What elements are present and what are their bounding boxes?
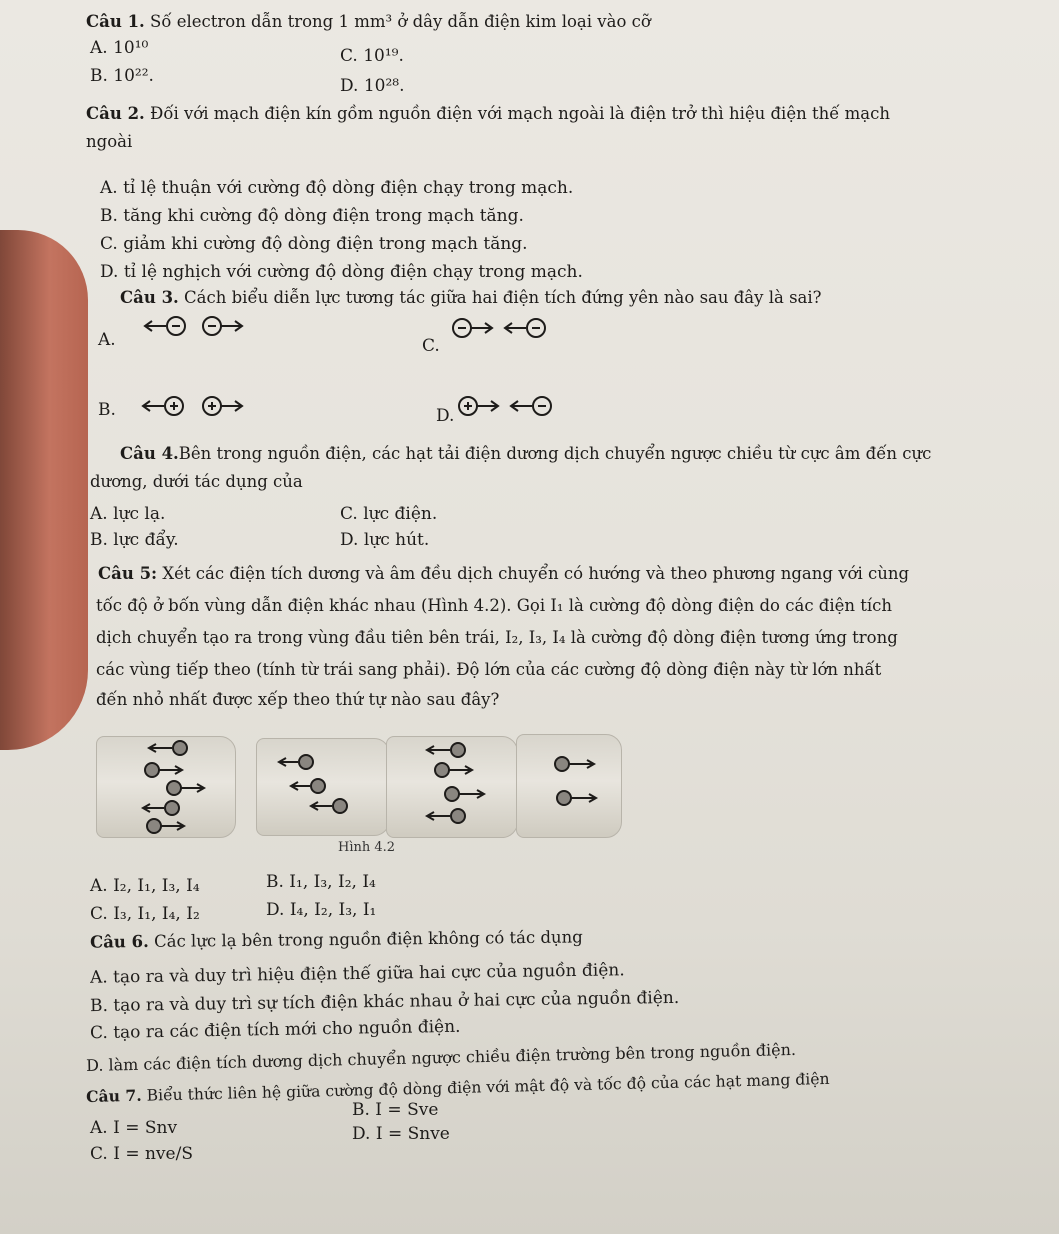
q3-option-d: D. [436, 406, 455, 426]
question-5-line-2: tốc độ ở bốn vùng dẫn điện khác nhau (Hình 4.2). Gọi I₁ là cường độ dòng điện do các điện tích [96, 596, 893, 615]
figure-caption: Hình 4.2 [338, 840, 396, 855]
q3-diagram-b [140, 392, 280, 422]
question-3: Câu 3. Cách biểu diễn lực tương tác giữa hai điện tích đứng yên nào sau đây là sai? [120, 288, 822, 307]
q2-option-c: C. giảm khi cường độ dòng điện trong mạch tăng. [100, 234, 528, 254]
q1-option-b: B. 10²². [90, 66, 154, 86]
question-4: Câu 4.Bên trong nguồn điện, các hạt tải điện dương dịch chuyển ngược chiều từ cực âm đến cực [120, 444, 932, 463]
q5-option-b: B. I₁, I₃, I₂, I₄ [266, 872, 376, 892]
q6-option-c: C. tạo ra các điện tích mới cho nguồn điện. [89, 1016, 461, 1044]
finger-overlay [0, 230, 88, 750]
q7-option-b: B. I = Sve [352, 1100, 439, 1120]
q3-option-b: B. [98, 400, 116, 420]
q3-diagram-d [456, 392, 596, 422]
question-6: Câu 6. Các lực lạ bên trong nguồn điện không có tác dụng [89, 927, 583, 952]
q3-diagram-c [448, 314, 588, 344]
q4-option-c: C. lực điện. [340, 504, 438, 524]
q7-option-a: A. I = Snv [90, 1118, 178, 1138]
q1-option-c: C. 10¹⁹. [340, 46, 404, 66]
question-1: Câu 1. Số electron dẫn trong 1 mm³ ở dây dẫn điện kim loại vào cỡ [86, 12, 651, 31]
q6-option-b: B. tạo ra và duy trì sự tích điện khác nhau ở hai cực của nguồn điện. [89, 987, 680, 1017]
q3-diagram-a [132, 312, 272, 342]
q4-option-a: A. lực lạ. [90, 504, 166, 524]
q2-option-a: A. tỉ lệ thuận với cường độ dòng điện chạy trong mạch. [100, 178, 574, 198]
question-2: Câu 2. Đối với mạch điện kín gồm nguồn điện với mạch ngoài là điện trở thì hiệu điện thế mạch [86, 104, 890, 123]
q1-option-d: D. 10²⁸. [340, 76, 405, 96]
question-4-cont: dương, dưới tác dụng của [90, 472, 303, 491]
question-5-line-4: các vùng tiếp theo (tính từ trái sang phải). Độ lớn của các cường độ dòng điện này từ lớn nhất [96, 660, 882, 679]
q2-option-d: D. tỉ lệ nghịch với cường độ dòng điện chạy trong mạch. [100, 262, 583, 282]
q6-option-a: A. tạo ra và duy trì hiệu điện thế giữa hai cực của nguồn điện. [89, 960, 625, 988]
q2-option-b: B. tăng khi cường độ dòng điện trong mạch tăng. [100, 206, 524, 226]
q5-option-d: D. I₄, I₂, I₃, I₁ [266, 900, 377, 920]
q7-option-d: D. I = Snve [352, 1124, 450, 1144]
q4-option-b: B. lực đẩy. [90, 530, 179, 550]
question-5-line-5: đến nhỏ nhất được xếp theo thứ tự nào sau đây? [96, 690, 500, 709]
figure-charges [96, 736, 626, 840]
question-5: Câu 5: Xét các điện tích dương và âm đều dịch chuyển có hướng và theo phương ngang với cùng [98, 564, 910, 583]
question-2-cont: ngoài [86, 132, 133, 151]
question-5-line-3: dịch chuyển tạo ra trong vùng đầu tiên bên trái, I₂, I₃, I₄ là cường độ dòng điện tương ứng trong [96, 628, 898, 647]
q4-option-d: D. lực hút. [340, 530, 430, 550]
q5-option-c: C. I₃, I₁, I₄, I₂ [90, 904, 200, 924]
q3-option-c: C. [422, 336, 440, 356]
q7-option-c: C. I = nve/S [90, 1144, 193, 1164]
question-7: Câu 7. Biểu thức liên hệ giữa cường độ dòng điện với mật độ và tốc độ của các hạt mang điện [85, 1069, 830, 1107]
q1-option-a: A. 10¹⁰ [90, 38, 149, 58]
q5-option-a: A. I₂, I₁, I₃, I₄ [90, 876, 200, 896]
q3-option-a: A. [98, 330, 116, 350]
q6-option-d: D. làm các điện tích dương dịch chuyển ngược chiều điện trường bên trong nguồn điện. [85, 1039, 797, 1076]
